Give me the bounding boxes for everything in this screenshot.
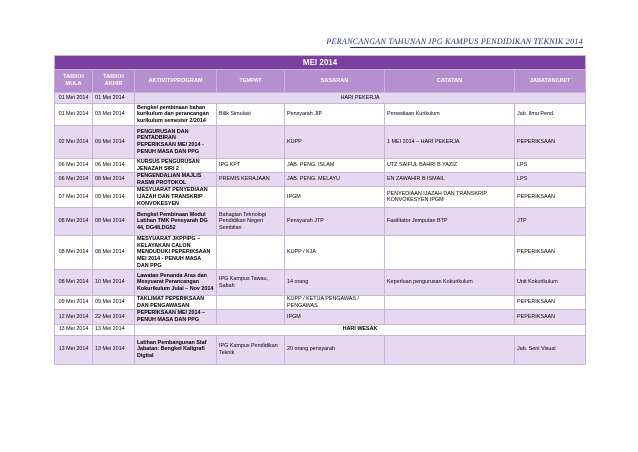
activity-cell: PENGENDALIAN MAJLIS RASMI PROTOKOL xyxy=(135,173,217,187)
column-header: TARIKH MULA xyxy=(55,70,93,93)
target-cell: 20 orang pensyarah xyxy=(285,335,385,364)
venue-cell: IPG Kampus Pendidikan Teknik xyxy=(217,335,285,364)
table-row xyxy=(55,208,586,236)
notes-cell: UTZ SAIFUL BAHRI B YAZIZ xyxy=(385,159,515,173)
start-date-cell: 06 Mei 2014 xyxy=(55,173,93,187)
end-date-cell: 13 Mei 2014 xyxy=(93,335,135,364)
activity-cell: MESYUARAT JKPPIPG – KELAYAKAN CALON MENDUDUKI PEPERIKSAAN MEI 2014 - PENUH MASA DAN PPG xyxy=(135,236,217,270)
activity-cell: PENGURUSAN DAN PENTADBIRAN PEPERIKSAAN MEI 2014 - PENUH MASA DAN PPG xyxy=(135,126,217,159)
holiday-cell: HARI WESAK xyxy=(135,324,586,335)
column-header: SASARAN xyxy=(285,70,385,93)
venue-cell: PREMIS KERAJAAN xyxy=(217,173,285,187)
start-date-cell: 06 Mei 2014 xyxy=(55,159,93,173)
activity-cell: Lawatan Penanda Aras dan Mesyuarat Perancangan Kokurikulum Julai – Nov 2014 xyxy=(135,270,217,296)
header-underline xyxy=(350,47,583,48)
target-cell: KUPP / KETUA PENGAWAS / PENGAWAS xyxy=(285,296,385,310)
venue-cell xyxy=(217,236,285,270)
target-cell: JAB. PENG. MELAYU xyxy=(285,173,385,187)
department-cell: PEPERIKSAAN xyxy=(515,310,586,324)
activity-cell: Bengkel Pembinaan Modul Latihan TMK Pensyarah DG 44, DG48,DG52 xyxy=(135,208,217,236)
table-row xyxy=(55,93,586,104)
table-row xyxy=(55,159,586,173)
notes-cell xyxy=(385,310,515,324)
column-header: TARIKH AKHIR xyxy=(93,70,135,93)
end-date-cell: 22 Mei 2014 xyxy=(93,310,135,324)
column-header: TEMPAT xyxy=(217,70,285,93)
notes-cell: PENYEDIAAN IJAZAH DAN TRANSKRIP KONVOKESYEN IPGM xyxy=(385,187,515,208)
notes-cell: 1 MEI 2014 – HARI PEKERJA xyxy=(385,126,515,159)
start-date-cell: 13 Mei 2014 xyxy=(55,324,93,335)
activity-cell: KURSUS PENGURUSAN JENAZAH SIRI 2 xyxy=(135,159,217,173)
column-header: AKTIVITI/PROGRAM xyxy=(135,70,217,93)
notes-cell: Persediaan Kurikulum xyxy=(385,104,515,126)
venue-cell: Bahagian Teknologi Pendidikan Negeri Sembilan xyxy=(217,208,285,236)
table-body xyxy=(55,93,586,365)
end-date-cell: 08 Mei 2014 xyxy=(93,208,135,236)
end-date-cell: 10 Mei 2014 xyxy=(93,270,135,296)
table-row xyxy=(55,296,586,310)
venue-cell: IPG KPT xyxy=(217,159,285,173)
column-header: JABATAN/UNIT xyxy=(515,70,586,93)
department-cell: LPS xyxy=(515,159,586,173)
department-cell: PEPERIKSAAN xyxy=(515,296,586,310)
activity-cell: PEPERIKSAAN MEI 2014 – PENUH MASA DAN PPG xyxy=(135,310,217,324)
venue-cell xyxy=(217,296,285,310)
venue-cell xyxy=(217,187,285,208)
end-date-cell: 06 Mei 2014 xyxy=(93,159,135,173)
end-date-cell: 13 Mei 2014 xyxy=(93,324,135,335)
start-date-cell: 08 Mei 2014 xyxy=(55,236,93,270)
target-cell: IPGM xyxy=(285,187,385,208)
annual-plan-table xyxy=(54,55,586,365)
start-date-cell: 07 Mei 2014 xyxy=(55,187,93,208)
table-row xyxy=(55,187,586,208)
start-date-cell: 08 Mei 2014 xyxy=(55,270,93,296)
department-cell: Unit Kokurikulum xyxy=(515,270,586,296)
end-date-cell: 01 Mei 2014 xyxy=(93,93,135,104)
table-row xyxy=(55,173,586,187)
end-date-cell: 09 Mei 2014 xyxy=(93,187,135,208)
target-cell: Pensyarah JIP xyxy=(285,104,385,126)
activity-cell: Bengkel pembinaan bahan kurikulum dan perancangan kurikulum semester 2/2014 xyxy=(135,104,217,126)
end-date-cell: 08 Mei 2014 xyxy=(93,236,135,270)
column-header: CATATAN xyxy=(385,70,515,93)
target-cell: JAB. PENG. ISLAM xyxy=(285,159,385,173)
start-date-cell: 02 Mei 2014 xyxy=(55,126,93,159)
start-date-cell: 01 Mei 2014 xyxy=(55,104,93,126)
activity-cell: Latihan Pembangunan Staf Jabatan: Bengkel Kaligrafi Digital xyxy=(135,335,217,364)
holiday-cell: HARI PEKERJA xyxy=(135,93,586,104)
table-row xyxy=(55,236,586,270)
target-cell: KUPP / KJA xyxy=(285,236,385,270)
target-cell: IPGM xyxy=(285,310,385,324)
end-date-cell: 09 Mei 2014 xyxy=(93,296,135,310)
target-cell: 14 orang xyxy=(285,270,385,296)
venue-cell: Bilik Simulasi xyxy=(217,104,285,126)
end-date-cell: 09 Mei 2014 xyxy=(93,126,135,159)
end-date-cell: 03 Mei 2014 xyxy=(93,104,135,126)
notes-cell xyxy=(385,236,515,270)
venue-cell xyxy=(217,126,285,159)
table-row xyxy=(55,324,586,335)
document-header: PERANCANGAN TAHUNAN IPG KAMPUS PENDIDIKAN TEKNIK 2014 xyxy=(326,37,583,46)
table-row xyxy=(55,126,586,159)
department-cell: Jab. Ilmu Pend. xyxy=(515,104,586,126)
start-date-cell: 01 Mei 2014 xyxy=(55,93,93,104)
table-row xyxy=(55,104,586,126)
department-cell: PEPERIKSAAN xyxy=(515,236,586,270)
start-date-cell: 12 Mei 2014 xyxy=(55,310,93,324)
start-date-cell: 09 Mei 2014 xyxy=(55,296,93,310)
table-row xyxy=(55,310,586,324)
activity-cell: TAKLIMAT PEPERIKSAAN DAN PENGAWASAN xyxy=(135,296,217,310)
department-cell: PEPERIKSAAN xyxy=(515,187,586,208)
start-date-cell: 13 Mei 2014 xyxy=(55,335,93,364)
venue-cell: IPG Kampus Tawau, Sabah xyxy=(217,270,285,296)
notes-cell: Keperluan pengurusan Kokurikulum xyxy=(385,270,515,296)
department-cell: LPS xyxy=(515,173,586,187)
table-row xyxy=(55,335,586,364)
table-row xyxy=(55,270,586,296)
end-date-cell: 08 Mei 2014 xyxy=(93,173,135,187)
target-cell: Pensyarah JTP xyxy=(285,208,385,236)
venue-cell xyxy=(217,310,285,324)
target-cell: KUPP xyxy=(285,126,385,159)
notes-cell xyxy=(385,335,515,364)
column-header-row xyxy=(55,70,586,93)
notes-cell: Fasilitator Jemputan BTP xyxy=(385,208,515,236)
start-date-cell: 08 Mei 2014 xyxy=(55,208,93,236)
notes-cell xyxy=(385,296,515,310)
month-title: MEI 2014 xyxy=(55,56,586,70)
department-cell: Jab. Seni Visual xyxy=(515,335,586,364)
department-cell: PEPERIKSAAN xyxy=(515,126,586,159)
activity-cell: MESYUARAT PENYEDIAAN IJAZAH DAN TRANSKRIP KONVOKESYEN xyxy=(135,187,217,208)
notes-cell: EN ZAWAHIR B ISMAIL xyxy=(385,173,515,187)
department-cell: JTP xyxy=(515,208,586,236)
